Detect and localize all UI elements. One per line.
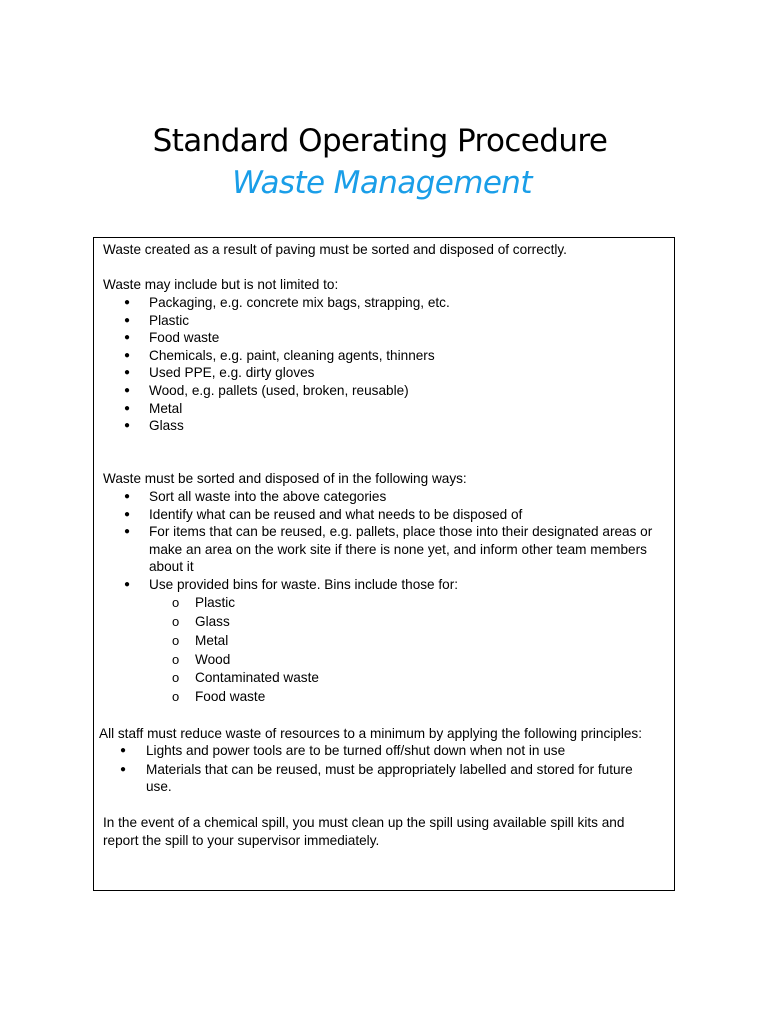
sub-list-item: Glass xyxy=(195,614,230,629)
circle-bullet-icon: o xyxy=(172,595,180,610)
bullet-icon: ● xyxy=(124,491,131,502)
sub-list-item: Metal xyxy=(195,633,229,648)
list-item: Packaging, e.g. concrete mix bags, strapping, etc. xyxy=(149,295,450,310)
bullet-icon: ● xyxy=(124,420,131,431)
document-subtitle: Waste Management xyxy=(232,165,532,201)
list-item: Used PPE, e.g. dirty gloves xyxy=(149,365,315,380)
bullet-icon: ● xyxy=(124,315,131,326)
bullet-icon: ● xyxy=(124,332,131,343)
bullet-icon: ● xyxy=(124,509,131,520)
bullet-icon: ● xyxy=(124,385,131,396)
list-item: Chemicals, e.g. paint, cleaning agents, thinners xyxy=(149,348,435,363)
circle-bullet-icon: o xyxy=(172,633,180,648)
bullet-icon: ● xyxy=(124,526,131,537)
circle-bullet-icon: o xyxy=(172,652,180,667)
bullet-icon: ● xyxy=(124,579,131,590)
circle-bullet-icon: o xyxy=(172,689,180,704)
sub-list-item: Contaminated waste xyxy=(195,670,319,685)
list-item-continuation: make an area on the work site if there is none yet, and inform other team members xyxy=(149,542,647,557)
sorting-heading: Waste must be sorted and disposed of in the following ways: xyxy=(103,471,467,486)
list-item: Lights and power tools are to be turned off/shut down when not in use xyxy=(146,743,566,758)
list-item: Identify what can be reused and what needs to be disposed of xyxy=(149,507,523,522)
bullet-icon: ● xyxy=(124,297,131,308)
list-item-continuation: use. xyxy=(146,779,172,794)
spill-text-line: In the event of a chemical spill, you must clean up the spill using available spill kits and xyxy=(103,815,625,830)
intro-text: Waste created as a result of paving must be sorted and disposed of correctly. xyxy=(103,242,567,257)
list-item: Use provided bins for waste. Bins include those for: xyxy=(149,577,459,592)
list-item: Sort all waste into the above categories xyxy=(149,489,387,504)
list-item: Food waste xyxy=(149,330,220,345)
bullet-icon: ● xyxy=(120,745,127,756)
principles-heading: All staff must reduce waste of resources to a minimum by applying the following principles: xyxy=(99,726,642,741)
list-item: For items that can be reused, e.g. pallets, place those into their designated areas or xyxy=(149,524,653,539)
list-item: Plastic xyxy=(149,313,190,328)
sub-list-item: Plastic xyxy=(195,595,236,610)
list-item: Wood, e.g. pallets (used, broken, reusable) xyxy=(149,383,409,398)
spill-text-line: report the spill to your supervisor immediately. xyxy=(103,833,380,848)
bullet-icon: ● xyxy=(120,764,127,775)
circle-bullet-icon: o xyxy=(172,670,180,685)
circle-bullet-icon: o xyxy=(172,614,180,629)
list-item: Glass xyxy=(149,418,184,433)
list-item-continuation: about it xyxy=(149,559,194,574)
sub-list-item: Wood xyxy=(195,652,231,667)
document-title: Standard Operating Procedure xyxy=(152,123,608,159)
bullet-icon: ● xyxy=(124,367,131,378)
sub-list-item: Food waste xyxy=(195,689,266,704)
includes-heading: Waste may include but is not limited to: xyxy=(103,277,339,292)
list-item: Materials that can be reused, must be appropriately labelled and stored for future xyxy=(146,762,633,777)
bullet-icon: ● xyxy=(124,403,131,414)
bullet-icon: ● xyxy=(124,350,131,361)
list-item: Metal xyxy=(149,401,183,416)
